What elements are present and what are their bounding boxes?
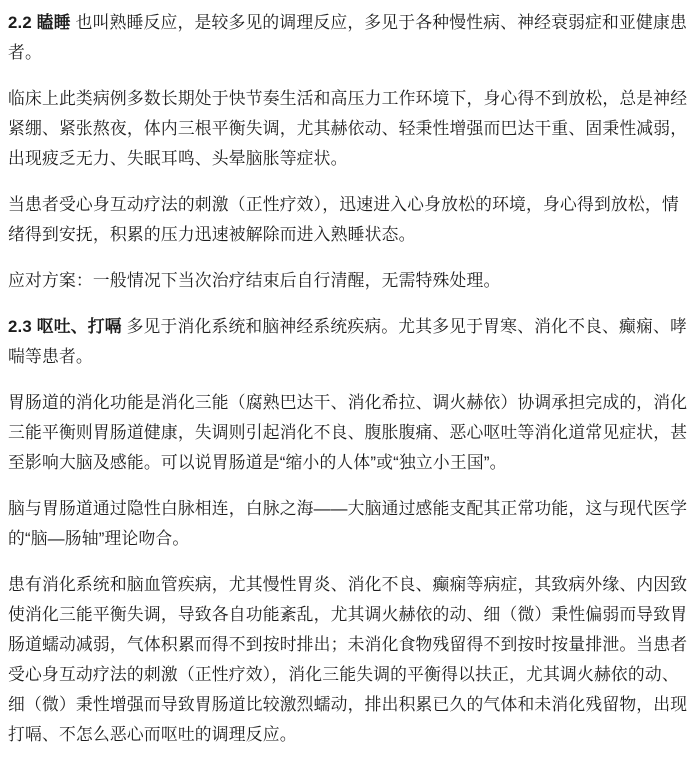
body-paragraph xyxy=(8,190,680,250)
text-run: 受心身互动疗法的刺激（正性疗效），消化三能失调的平衡得以扶正，尤其调火赫依的动、 xyxy=(8,665,679,684)
body-paragraph xyxy=(8,84,688,174)
text-line xyxy=(8,524,680,554)
text-line xyxy=(8,312,687,342)
text-line xyxy=(8,38,680,68)
text-line xyxy=(8,660,680,690)
text-run: 喘等患者。 xyxy=(8,347,93,366)
text-run: 临床上此类病例多数长期处于快节奏生活和高压力工作环境下，身心得不到放松，总是神经 xyxy=(8,89,688,108)
body-paragraph xyxy=(8,494,688,554)
section-heading-2-2: 2.2 瞌睡 xyxy=(8,13,71,32)
text-line xyxy=(8,388,688,418)
section-2-3-paragraph xyxy=(8,312,687,372)
text-run: 细（微）秉性增强而导致胃肠道比较激烈蠕动，排出积累已久的气体和未消化残留物，出现 xyxy=(8,695,688,714)
body-paragraph xyxy=(8,570,688,750)
text-run: 至影响大脑及感能。可以说胃肠道是“缩小的人体”或“独立小王国”。 xyxy=(8,453,507,472)
text-run: 多见于消化系统和脑神经系统疾病。尤其多见于胃寒、消化不良、癫痫、哮 xyxy=(121,317,687,336)
text-run: 应对方案：一般情况下当次治疗结束后自行清醒，无需特殊处理。 xyxy=(8,271,501,290)
text-run: 当患者受心身互动疗法的刺激（正性疗效），迅速进入心身放松的环境，身心得到放松，情 xyxy=(8,195,679,214)
text-line xyxy=(8,266,680,296)
text-run: 患有消化系统和脑血管疾病，尤其慢性胃炎、消化不良、癫痫等病症，其致病外缘、内因致 xyxy=(8,575,688,594)
section-heading-2-3: 2.3 呕吐、打嗝 xyxy=(8,317,122,336)
text-run: 肠道蠕动减弱，气体积累而得不到按时排出；未消化食物残留得不到按时按量排泄。当患者 xyxy=(8,635,688,654)
text-line xyxy=(8,630,688,660)
text-line xyxy=(8,720,680,750)
text-line xyxy=(8,418,688,448)
text-run: 脑与胃肠道通过隐性白脉相连，白脉之海——大脑通过感能支配其正常功能，这与现代医学 xyxy=(8,499,688,518)
text-run: 绪得到安抚，积累的压力迅速被解除而进入熟睡状态。 xyxy=(8,225,416,244)
text-line xyxy=(8,570,688,600)
text-line xyxy=(8,8,687,38)
body-paragraph xyxy=(8,388,688,478)
text-line xyxy=(8,690,688,720)
response-plan-paragraph xyxy=(8,266,680,296)
text-line xyxy=(8,190,680,220)
text-line xyxy=(8,448,680,478)
text-run: 三能平衡则胃肠道健康，失调则引起消化不良、腹胀腹痛、恶心呕吐等消化道常见症状，甚 xyxy=(8,423,688,442)
text-run: 的“脑—肠轴”理论吻合。 xyxy=(8,529,190,548)
text-run: 者。 xyxy=(8,43,42,62)
text-line xyxy=(8,342,680,372)
text-line xyxy=(8,600,688,630)
text-run: 也叫熟睡反应，是较多见的调理反应，多见于各种慢性病、神经衰弱症和亚健康患 xyxy=(70,13,687,32)
text-run: 使消化三能平衡失调，导致各自功能紊乱，尤其调火赫依的动、细（微）秉性偏弱而导致胃 xyxy=(8,605,688,624)
text-run: 打嗝、不怎么恶心而呕吐的调理反应。 xyxy=(8,725,297,744)
text-line xyxy=(8,220,680,250)
text-line xyxy=(8,114,688,144)
text-line xyxy=(8,494,688,524)
section-2-2-paragraph xyxy=(8,8,687,68)
text-run: 紧绷、紧张熬夜，体内三根平衡失调，尤其赫依动、轻秉性增强而巴达干重、固秉性减弱， xyxy=(8,119,688,138)
text-run: 胃肠道的消化功能是消化三能（腐熟巴达干、消化希拉、调火赫依）协调承担完成的，消化 xyxy=(8,393,688,412)
text-run: 出现疲乏无力、失眠耳鸣、头晕脑胀等症状。 xyxy=(8,149,348,168)
text-line xyxy=(8,144,680,174)
text-line xyxy=(8,84,688,114)
